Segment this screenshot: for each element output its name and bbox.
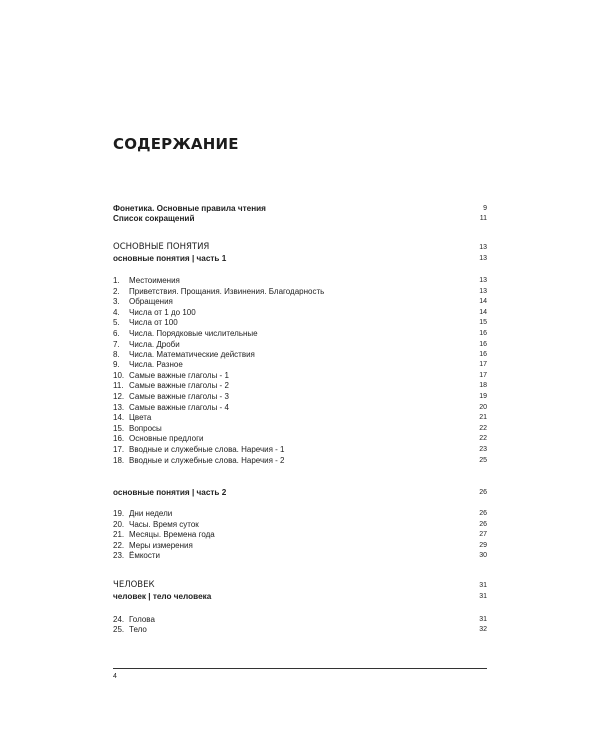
toc-entry[interactable] — [113, 455, 487, 466]
toc-entry-page: 26 — [479, 521, 487, 528]
toc-entry-text: Вводные и служебные слова. Наречия - 1 — [129, 445, 285, 454]
toc-entry-page: 31 — [479, 593, 487, 600]
toc-entry-text: Самые важные глаголы - 2 — [129, 381, 229, 390]
toc-entry-text: Меры измерения — [129, 541, 193, 550]
toc-entry-text: Основные предлоги — [129, 434, 204, 443]
toc-entry-page: 13 — [479, 288, 487, 295]
toc-entry-number: 15. — [113, 424, 125, 433]
toc-entry[interactable] — [113, 487, 487, 498]
toc-entry[interactable] — [113, 359, 487, 370]
toc-entry[interactable] — [113, 412, 487, 423]
toc-entry-number: 7. — [113, 340, 120, 349]
toc-entry-number: 14. — [113, 413, 125, 422]
page-number: 4 — [113, 673, 117, 680]
toc-entry-label — [113, 433, 204, 444]
toc-entry-page: 11 — [479, 215, 487, 222]
toc-entry-number: 19. — [113, 509, 125, 518]
toc-entry[interactable] — [113, 391, 487, 402]
toc-entry-page: 31 — [479, 616, 487, 623]
toc-entry-page: 15 — [479, 319, 487, 326]
toc-entry-text: ЧЕЛОВЕК — [113, 580, 155, 590]
toc-entry[interactable] — [113, 444, 487, 455]
toc-entry-number: 13. — [113, 403, 125, 412]
toc-entry-label — [113, 591, 211, 602]
toc-entry-page: 23 — [479, 446, 487, 453]
toc-entry-label — [113, 550, 160, 561]
toc-entry-text: Вводные и служебные слова. Наречия - 2 — [129, 456, 285, 465]
toc-entry-text: Числа. Порядковые числительные — [129, 329, 258, 338]
toc-entry-page: 27 — [479, 531, 487, 538]
toc-entry-text: основные понятия | часть 2 — [113, 488, 227, 497]
toc-entry-number: 18. — [113, 456, 125, 465]
toc-entry[interactable] — [113, 253, 487, 264]
toc-entry-label — [113, 275, 180, 286]
toc-entry-text: Приветствия. Прощания. Извинения. Благодарность — [129, 287, 325, 296]
toc-entry[interactable] — [113, 213, 487, 224]
toc-entry-number: 17. — [113, 445, 125, 454]
toc-entry-text: Местоимения — [129, 276, 180, 285]
toc-entry-text: Обращения — [129, 297, 173, 306]
toc-entry-text: Дни недели — [129, 509, 173, 518]
toc-entry-number: 11. — [113, 381, 124, 390]
toc-entry-label — [113, 455, 285, 466]
toc-entry-text: Месяцы. Времена года — [129, 530, 215, 539]
toc-entry-number: 24. — [113, 615, 125, 624]
toc-entry-page: 14 — [479, 298, 487, 305]
toc-entry-page: 16 — [479, 351, 487, 358]
toc-entry-label — [113, 580, 155, 591]
toc-entry-page: 31 — [479, 582, 487, 589]
toc-entry-page: 18 — [479, 382, 487, 389]
toc-entry-text: Самые важные глаголы - 1 — [129, 371, 229, 380]
toc-entry[interactable] — [113, 275, 487, 286]
toc-entry-text: основные понятия | часть 1 — [113, 254, 227, 263]
toc-entry-text: Голова — [129, 615, 155, 624]
toc-entry-page: 21 — [479, 414, 487, 421]
toc-entry-text: Вопросы — [129, 424, 162, 433]
toc-entry-label — [113, 253, 226, 264]
toc-entry-number: 20. — [113, 520, 125, 529]
page-title: СОДЕРЖАНИЕ — [113, 135, 239, 153]
toc-entry-label — [113, 317, 178, 328]
toc-entry[interactable] — [113, 529, 487, 540]
toc-entry[interactable] — [113, 591, 487, 602]
toc-entry-page: 19 — [479, 393, 487, 400]
toc-entry-page: 30 — [479, 552, 487, 559]
toc-entry-label — [113, 487, 226, 498]
toc-entry-text: Числа от 1 до 100 — [129, 308, 196, 317]
toc-entry-number: 21. — [113, 530, 125, 539]
toc-entry[interactable] — [113, 550, 487, 561]
toc-entry-label — [113, 412, 151, 423]
toc-entry-label — [113, 508, 172, 519]
toc-entry-text: Тело — [129, 625, 147, 634]
toc-entry[interactable] — [113, 380, 487, 391]
toc-entry-text: Числа. Разное — [129, 360, 183, 369]
toc-entry-text: Цвета — [129, 413, 152, 422]
toc-entry[interactable] — [113, 242, 487, 253]
toc-entry-text: Часы. Время суток — [129, 520, 199, 529]
toc-entry-page: 20 — [479, 404, 487, 411]
toc-entry-number: 16. — [113, 434, 125, 443]
toc-entry-text: Самые важные глаголы - 4 — [129, 403, 229, 412]
toc-entry-text: Числа от 100 — [129, 318, 178, 327]
toc-entry-page: 25 — [479, 457, 487, 464]
toc-entry-text: Числа. Математические действия — [129, 350, 255, 359]
toc-entry-page: 17 — [479, 361, 487, 368]
toc-entry-text: Числа. Дроби — [129, 340, 180, 349]
toc-entry-number: 25. — [113, 625, 125, 634]
toc-entry-page: 22 — [479, 435, 487, 442]
toc-entry-number: 3. — [113, 297, 120, 306]
toc-entry-page: 16 — [479, 330, 487, 337]
toc-entry-label — [113, 529, 215, 540]
toc-entry[interactable] — [113, 433, 487, 444]
toc-entry[interactable] — [113, 328, 487, 339]
toc-entry-text: человек | тело человека — [113, 592, 212, 601]
toc-entry-label — [113, 242, 209, 253]
toc-entry-number: 2. — [113, 287, 120, 296]
toc-entry-text: ОСНОВНЫЕ ПОНЯТИЯ — [113, 242, 210, 252]
toc-entry[interactable] — [113, 508, 487, 519]
toc-entry-number: 10. — [113, 371, 125, 380]
toc-entry[interactable] — [113, 580, 487, 591]
toc-entry-page: 29 — [479, 542, 487, 549]
toc-entry-text: Ёмкости — [129, 551, 161, 560]
toc-entry-number: 6. — [113, 329, 120, 338]
toc-entry-page: 13 — [479, 255, 487, 262]
toc-entry-page: 26 — [479, 489, 487, 496]
toc-entry-number: 1. — [113, 276, 120, 285]
toc-entry-text: Самые важные глаголы - 3 — [129, 392, 229, 401]
toc-entry-page: 16 — [479, 341, 487, 348]
table-of-contents — [113, 0, 487, 750]
toc-entry-number: 22. — [113, 541, 125, 550]
toc-entry-number: 9. — [113, 360, 120, 369]
toc-entry-label — [113, 444, 285, 455]
toc-entry-number: 12. — [113, 392, 125, 401]
toc-entry-page: 9 — [483, 205, 487, 212]
toc-entry-label — [113, 213, 195, 224]
toc-entry-label — [113, 391, 229, 402]
toc-entry-page: 32 — [479, 626, 487, 633]
toc-entry-label — [113, 328, 258, 339]
toc-entry-page: 26 — [479, 510, 487, 517]
toc-entry-number: 8. — [113, 350, 120, 359]
toc-entry-text: Список сокращений — [113, 214, 195, 223]
toc-entry-number: 23. — [113, 551, 125, 560]
toc-entry-label — [113, 624, 147, 635]
toc-entry-page: 14 — [479, 309, 487, 316]
toc-entry[interactable] — [113, 317, 487, 328]
toc-entry-page: 17 — [479, 372, 487, 379]
footer-divider — [113, 668, 487, 669]
toc-entry[interactable] — [113, 296, 487, 307]
toc-entry-label — [113, 296, 173, 307]
toc-entry-label — [113, 380, 229, 391]
toc-entry-page: 22 — [479, 425, 487, 432]
toc-entry-number: 4. — [113, 308, 120, 317]
toc-entry-page: 13 — [479, 277, 487, 284]
toc-entry[interactable] — [113, 624, 487, 635]
toc-entry-label — [113, 359, 183, 370]
toc-entry-text: Фонетика. Основные правила чтения — [113, 204, 266, 213]
toc-entry-page: 13 — [479, 244, 487, 251]
toc-entry-number: 5. — [113, 318, 120, 327]
